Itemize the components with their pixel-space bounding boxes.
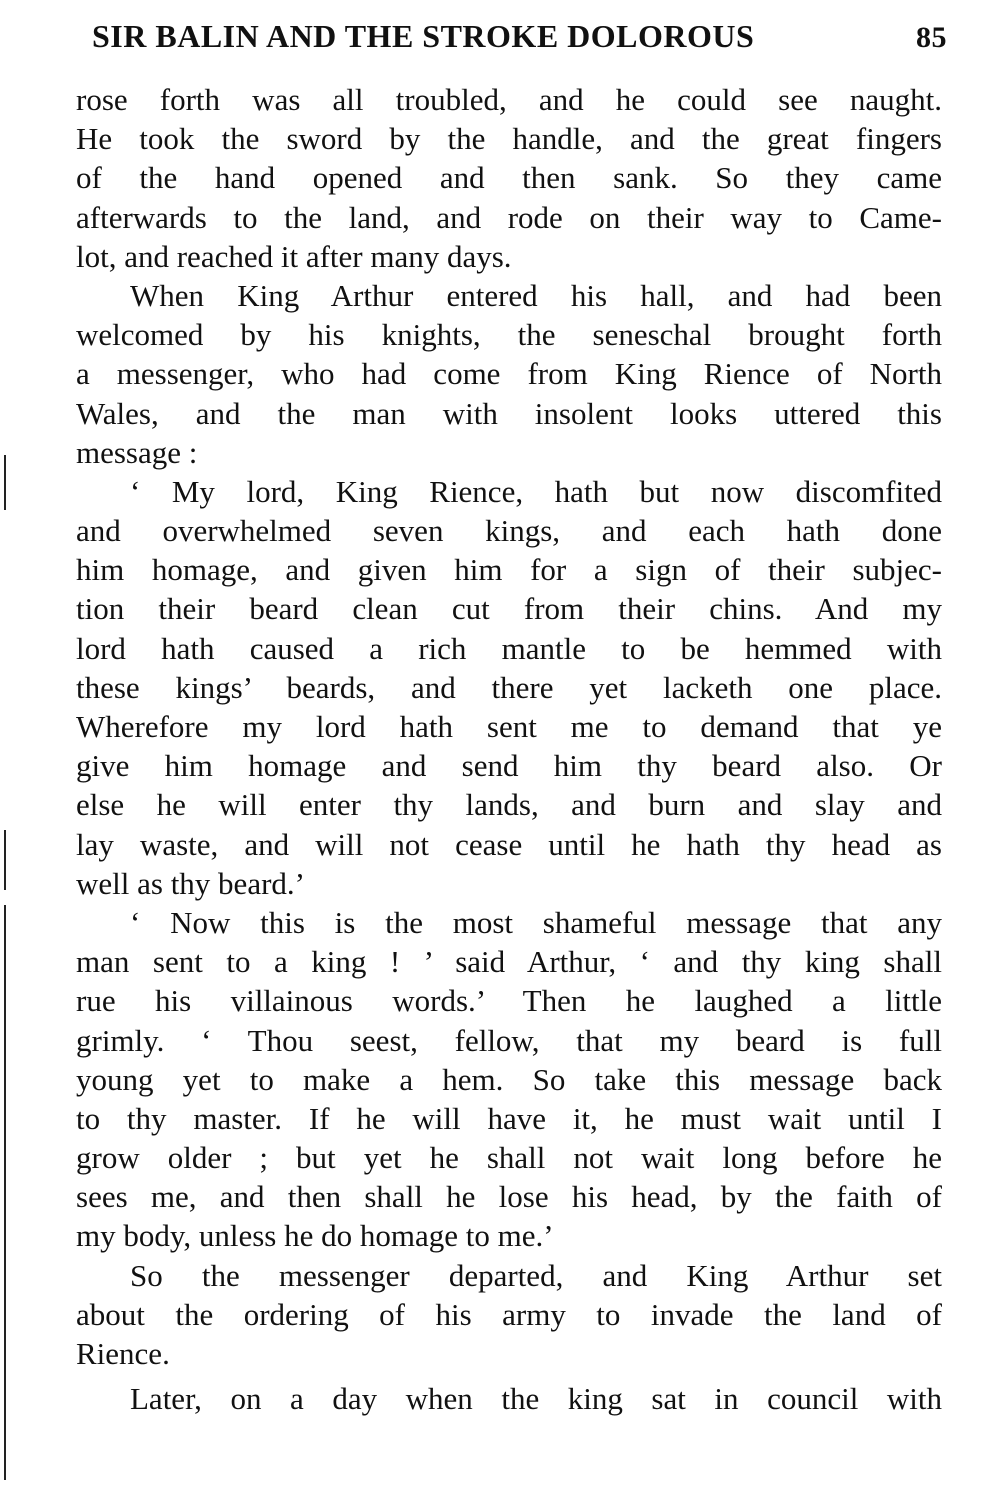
text-line: else he will enter thy lands, and burn and slay and [76, 787, 942, 823]
paragraph [76, 276, 942, 472]
text-line: rue his villainous words.’ Then he laughed a little [76, 983, 942, 1019]
text-line: message : [76, 434, 198, 470]
text-line: Wales, and the man with insolent looks uttered this [76, 395, 942, 431]
margin-rule [4, 905, 6, 1480]
text-line: welcomed by his knights, the seneschal brought forth [76, 317, 942, 353]
text-line: lot, and reached it after many days. [76, 238, 512, 274]
text-line: grow older ; but yet he shall not wait long before he [76, 1140, 942, 1176]
text-line: afterwards to the land, and rode on their way to Came- [76, 199, 942, 235]
text-line: Rience. [76, 1336, 170, 1371]
text-line: He took the sword by the handle, and the great fingers [76, 121, 942, 157]
text-line: Later, on a day when the king sat in council with [130, 1381, 942, 1417]
text-line: him homage, and given him for a sign of their subjec- [76, 552, 942, 588]
margin-rule [4, 830, 6, 890]
text-line: to thy master. If he will have it, he must wait until I [76, 1100, 942, 1136]
text-line: So the messenger departed, and King Arthur set [130, 1257, 942, 1293]
text-line: sees me, and then shall he lose his head, by the faith of [76, 1179, 942, 1215]
text-line: lay waste, and will not cease until he hath thy head as [76, 826, 942, 862]
text-line: lord hath caused a rich mantle to be hemmed with [76, 630, 942, 666]
text-line: about the ordering of his army to invade the land of [76, 1296, 942, 1332]
text-line: young yet to make a hem. So take this message back [76, 1061, 942, 1097]
paragraph [76, 903, 942, 1256]
text-line: ‘ Now this is the most shameful message that any [130, 904, 942, 940]
running-title: SIR BALIN AND THE STROKE DOLOROUS [92, 18, 755, 54]
text-line: of the hand opened and then sank. So they came [76, 160, 942, 196]
text-line: ‘ My lord, King Rience, hath but now discomfited [130, 473, 942, 509]
text-line: and overwhelmed seven kings, and each hath done [76, 513, 942, 549]
text-line: rose forth was all troubled, and he could see naught. [76, 82, 942, 117]
paragraph [76, 1256, 942, 1374]
paragraph [76, 1379, 942, 1418]
text-line: tion their beard clean cut from their chins. And my [76, 591, 942, 627]
page-number: 85 [916, 21, 947, 54]
text-line: well as thy beard.’ [76, 865, 305, 901]
text-line: my body, unless he do homage to me.’ [76, 1218, 554, 1254]
text-line: man sent to a king ! ’ said Arthur, ‘ and thy king shall [76, 944, 942, 980]
text-line: give him homage and send him thy beard also. Or [76, 748, 942, 784]
text-line: Wherefore my lord hath sent me to demand that ye [76, 709, 942, 744]
margin-rule [4, 455, 6, 510]
text-line: a messenger, who had come from King Rience of North [76, 356, 942, 392]
body-text [76, 80, 942, 1418]
paragraph [76, 80, 942, 276]
text-line: these kings’ beards, and there yet lacketh one place. [76, 669, 942, 705]
paragraph [76, 472, 942, 903]
text-line: grimly. ‘ Thou seest, fellow, that my beard is full [76, 1022, 942, 1058]
running-header [92, 18, 947, 64]
text-line: When King Arthur entered his hall, and had been [130, 277, 942, 313]
